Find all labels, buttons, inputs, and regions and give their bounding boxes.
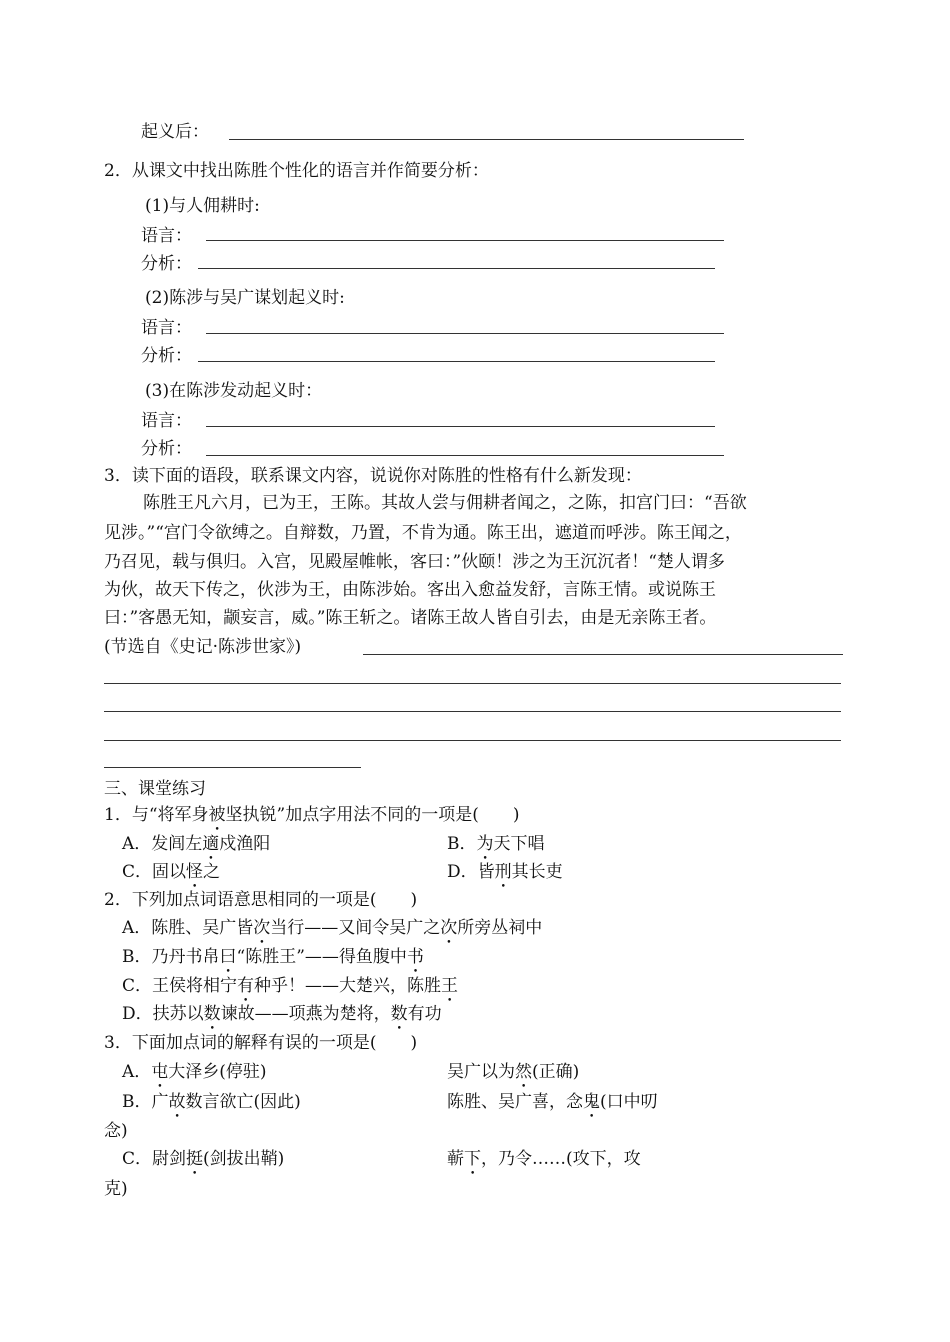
answer-line[interactable] <box>206 426 715 427</box>
answer-line[interactable] <box>206 240 724 241</box>
exercise-3-option-c-right[interactable]: 蕲下，乃令……(攻下，攻 <box>447 1149 641 1169</box>
section-3-title: 三、课堂练习 <box>104 779 206 799</box>
answer-line[interactable] <box>206 333 724 334</box>
exercise-1-option-b[interactable]: B．为天下唱 <box>447 834 545 854</box>
exercise-2-option-d[interactable]: D．扶苏以数谏故——项燕为楚将，数有功 <box>122 1004 442 1024</box>
answer-line[interactable] <box>206 455 724 456</box>
q2-item3-language-label: 语言： <box>141 411 192 431</box>
after-uprising-label: 起义后： <box>141 122 209 142</box>
answer-line[interactable] <box>198 268 715 269</box>
exercise-3-stem: 3．下面加点词的解释有误的一项是( ) <box>104 1033 418 1053</box>
exercise-2-option-c[interactable]: C．王侯将相宁有种乎！——大楚兴，陈胜王 <box>122 976 459 996</box>
q2-item3-heading: (3)在陈涉发动起义时： <box>145 381 323 401</box>
question-3-title: 3．读下面的语段，联系课文内容，说说你对陈胜的性格有什么新发现： <box>104 466 642 486</box>
passage-line: 曰：”客愚无知，颛妄言，威。”陈王斩之。诸陈王故人皆自引去，由是无亲陈王者。 <box>104 608 717 628</box>
q2-item1-analysis-label: 分析： <box>141 254 192 274</box>
answer-line[interactable] <box>104 767 361 768</box>
answer-line[interactable] <box>229 139 744 140</box>
exercise-2-option-b[interactable]: B．乃丹书帛曰“陈胜王”——得鱼腹中书 <box>122 947 424 967</box>
answer-line[interactable] <box>104 683 841 684</box>
answer-line[interactable] <box>104 740 841 741</box>
q2-item1-language-label: 语言： <box>141 226 192 246</box>
passage-line: 见涉。”“宫门令欲缚之。自辩数，乃置，不肯为通。陈王出，遮道而呼涉。陈王闻之， <box>104 523 742 543</box>
question-2-title: 2．从课文中找出陈胜个性化的语言并作简要分析： <box>104 161 489 181</box>
exercise-3-wrap-text: 克) <box>104 1179 128 1199</box>
exercise-1-stem: 1．与“将军身被坚执锐”加点字用法不同的一项是( ) <box>104 805 520 825</box>
passage-line: 陈胜王凡六月，已为王，王陈。其故人尝与佣耕者闻之，之陈，扣宫门曰：“吾欲 <box>143 493 747 513</box>
exercise-2-option-a[interactable]: A．陈胜、吴广皆次当行——又间令吴广之次所旁丛祠中 <box>122 918 543 938</box>
answer-line[interactable] <box>363 654 843 655</box>
answer-line[interactable] <box>198 361 715 362</box>
exercise-3-option-a-right[interactable]: 吴广以为然(正确) <box>447 1062 580 1082</box>
q2-item1-heading: (1)与人佣耕时: <box>145 196 260 216</box>
passage-source: (节选自《史记·陈涉世家》) <box>104 637 302 657</box>
answer-line[interactable] <box>104 711 841 712</box>
passage-line: 为伙，故天下传之，伙涉为王，由陈涉始。客出入愈益发舒，言陈王情。或说陈王 <box>104 580 716 600</box>
exercise-1-option-c[interactable]: C．固以怪之 <box>122 862 221 882</box>
q2-item3-analysis-label: 分析： <box>141 439 192 459</box>
passage-line: 乃召见，载与俱归。入宫，见殿屋帷帐，客曰：”伙颐！涉之为王沉沉者！“楚人谓多 <box>104 552 725 572</box>
exercise-3-option-c[interactable]: C．尉剑挺(剑拔出鞘) <box>122 1149 285 1169</box>
exercise-3-option-a[interactable]: A．屯大泽乡(停驻) <box>122 1062 267 1082</box>
exercise-3-wrap-text: 念) <box>104 1121 128 1141</box>
exercise-1-option-a[interactable]: A．发闾左適戍渔阳 <box>122 834 271 854</box>
q2-item2-heading: (2)陈涉与吴广谋划起义时: <box>145 288 345 308</box>
exercise-1-option-d[interactable]: D．皆刑其长吏 <box>447 862 563 882</box>
q2-item2-analysis-label: 分析： <box>141 346 192 366</box>
exercise-3-option-b[interactable]: B．广故数言欲亡(因此) <box>122 1092 301 1112</box>
exercise-2-stem: 2．下列加点词语意思相同的一项是( ) <box>104 890 418 910</box>
q2-item2-language-label: 语言： <box>141 318 192 338</box>
exercise-3-option-b-right[interactable]: 陈胜、吴广喜，念鬼(口中叨 <box>447 1092 658 1112</box>
